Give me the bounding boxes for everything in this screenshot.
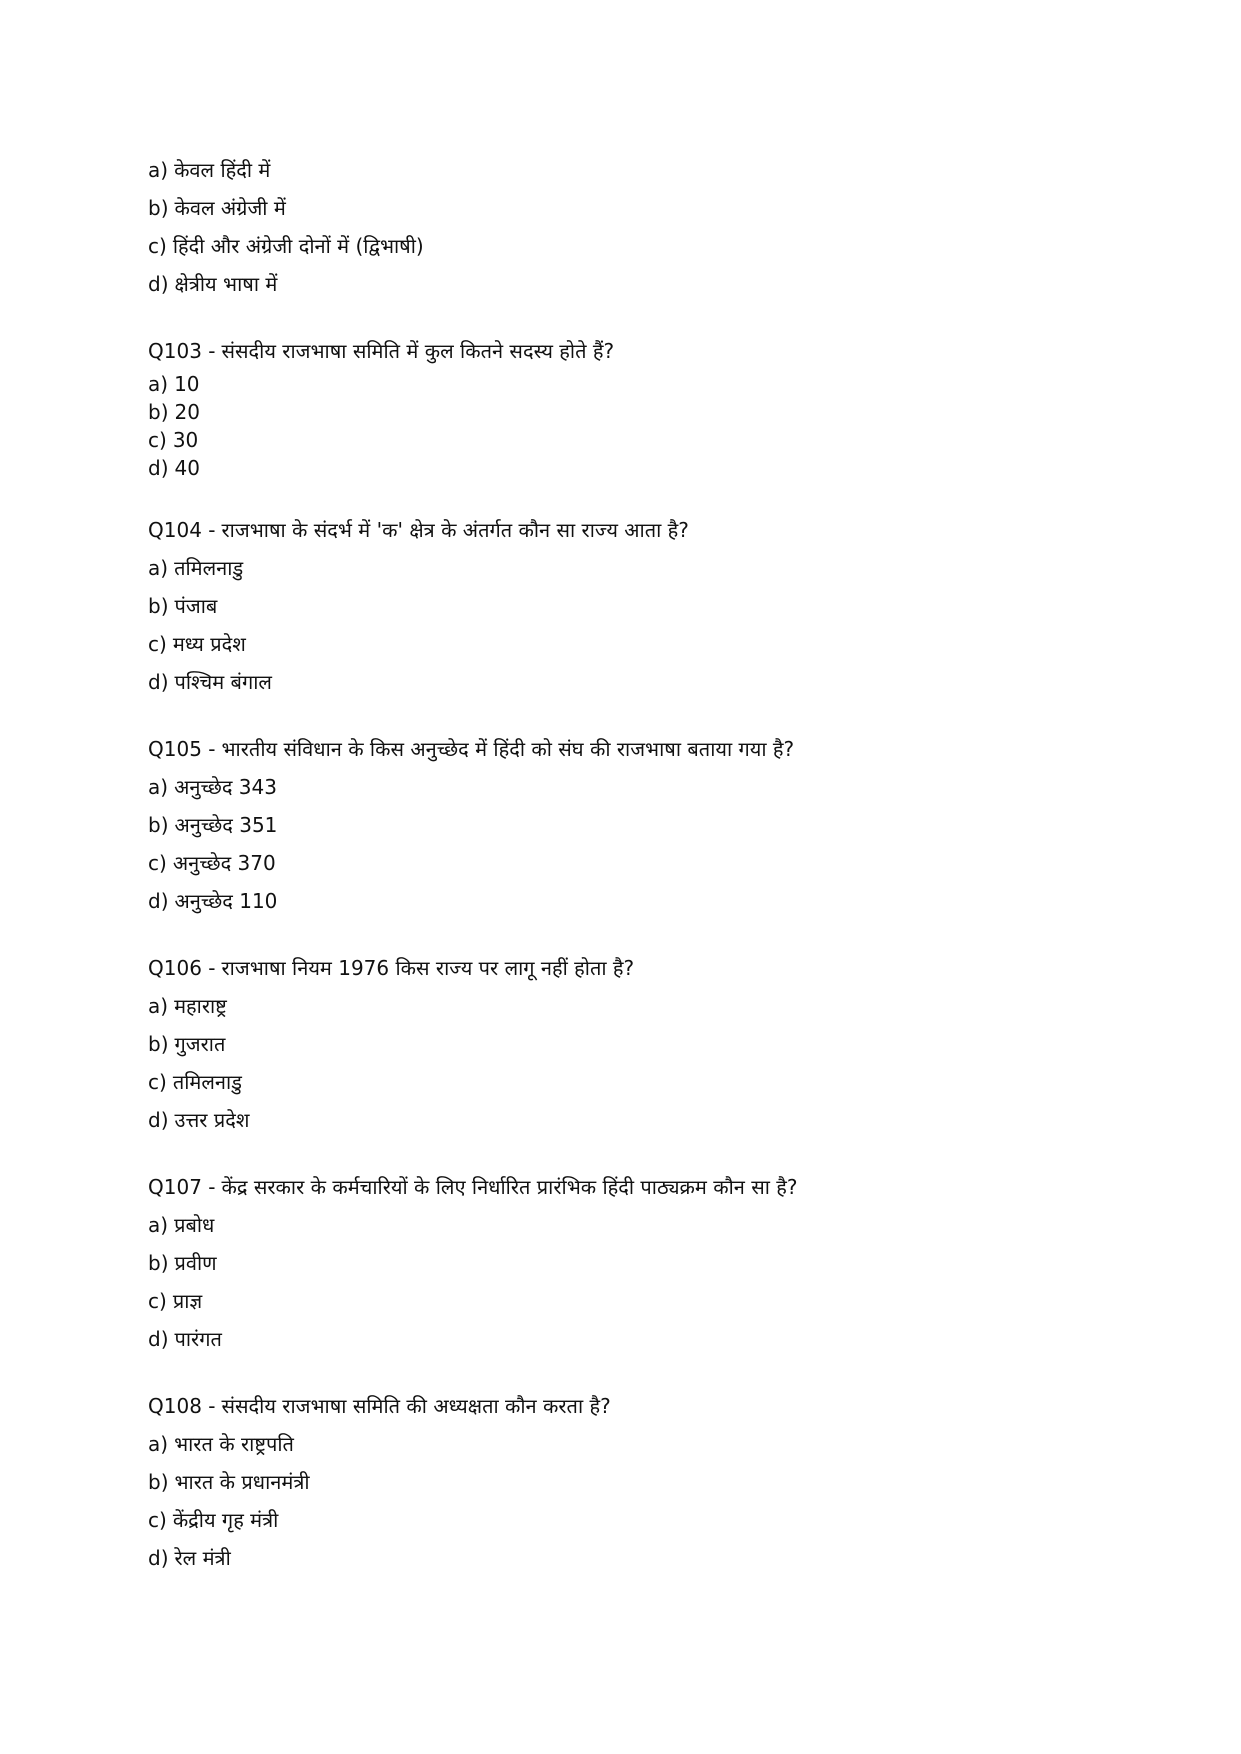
option-line <box>148 806 798 844</box>
option-line <box>148 663 798 701</box>
question-heading <box>148 1168 798 1206</box>
option-text: केंद्रीय गृह मंत्री <box>172 1508 279 1532</box>
question-block <box>148 949 798 1139</box>
option-line <box>148 227 798 265</box>
intro-options <box>148 151 798 303</box>
option-label: a) <box>148 994 169 1018</box>
option-line <box>148 768 798 806</box>
option-text: प्रबोध <box>174 1213 215 1237</box>
option-text: हिंदी और अंग्रेजी दोनों में (द्विभाषी) <box>172 234 424 258</box>
question-block <box>148 332 798 482</box>
option-text: तमिलनाडु <box>174 556 244 580</box>
option-line <box>148 1101 798 1139</box>
option-text: तमिलनाडु <box>172 1070 242 1094</box>
option-label: a) <box>148 158 169 182</box>
option-label: b) <box>148 594 169 618</box>
question-heading <box>148 949 798 987</box>
option-line <box>148 882 798 920</box>
option-label: d) <box>148 670 169 694</box>
option-text: 20 <box>174 400 200 424</box>
option-text: केवल हिंदी में <box>174 158 271 182</box>
option-label: d) <box>148 889 169 913</box>
option-label: d) <box>148 456 169 480</box>
question-text: राजभाषा के संदर्भ में 'क' क्षेत्र के अंतर्गत कौन सा राज्य आता है? <box>221 518 689 542</box>
question-heading <box>148 730 798 768</box>
question-heading <box>148 332 798 370</box>
option-text: अनुच्छेद 110 <box>174 889 278 913</box>
question-number: Q105 - <box>148 737 216 761</box>
option-line <box>148 189 798 227</box>
option-line <box>148 454 798 482</box>
question-number: Q107 - <box>148 1175 216 1199</box>
option-label: c) <box>148 428 167 452</box>
option-text: पंजाब <box>174 594 218 618</box>
option-line <box>148 844 798 882</box>
option-line <box>148 151 798 189</box>
option-text: पारंगत <box>174 1327 222 1351</box>
option-text: 10 <box>174 372 200 396</box>
option-line <box>148 1320 798 1358</box>
question-text: संसदीय राजभाषा समिति की अध्यक्षता कौन करता है? <box>221 1394 611 1418</box>
document-page <box>148 151 798 1577</box>
question-block <box>148 1168 798 1358</box>
option-text: प्रवीण <box>174 1251 217 1275</box>
option-label: c) <box>148 1508 167 1532</box>
question-text: भारतीय संविधान के किस अनुच्छेद में हिंदी को संघ की राजभाषा बताया गया है? <box>221 737 795 761</box>
question-block <box>148 511 798 701</box>
option-text: मध्य प्रदेश <box>172 632 246 656</box>
question-number: Q106 - <box>148 956 216 980</box>
option-line <box>148 398 798 426</box>
option-line <box>148 1501 798 1539</box>
option-line <box>148 370 798 398</box>
option-line <box>148 1425 798 1463</box>
option-label: a) <box>148 556 169 580</box>
option-label: d) <box>148 272 169 296</box>
option-line <box>148 1206 798 1244</box>
option-text: रेल मंत्री <box>174 1546 231 1570</box>
question-number: Q103 - <box>148 339 216 363</box>
option-text: अनुच्छेद 370 <box>172 851 276 875</box>
question-text: संसदीय राजभाषा समिति में कुल कितने सदस्य होते हैं? <box>221 339 615 363</box>
option-label: d) <box>148 1108 169 1132</box>
option-label: c) <box>148 851 167 875</box>
option-label: b) <box>148 1470 169 1494</box>
question-text: राजभाषा नियम 1976 किस राज्य पर लागू नहीं होता है? <box>221 956 635 980</box>
option-text: उत्तर प्रदेश <box>174 1108 250 1132</box>
option-text: क्षेत्रीय भाषा में <box>174 272 278 296</box>
option-line <box>148 1282 798 1320</box>
option-label: b) <box>148 196 169 220</box>
option-text: पश्चिम बंगाल <box>174 670 272 694</box>
question-number: Q104 - <box>148 518 216 542</box>
option-line <box>148 1063 798 1101</box>
option-line <box>148 426 798 454</box>
option-label: a) <box>148 372 169 396</box>
option-line <box>148 1539 798 1577</box>
question-text: केंद्र सरकार के कर्मचारियों के लिए निर्धारित प्रारंभिक हिंदी पाठ्यक्रम कौन सा है? <box>221 1175 798 1199</box>
option-label: b) <box>148 1251 169 1275</box>
question-block <box>148 730 798 920</box>
option-label: c) <box>148 1289 167 1313</box>
option-label: c) <box>148 234 167 258</box>
option-label: b) <box>148 1032 169 1056</box>
option-line <box>148 587 798 625</box>
option-text: 40 <box>174 456 200 480</box>
option-text: 30 <box>172 428 199 452</box>
option-line <box>148 1025 798 1063</box>
option-label: b) <box>148 813 169 837</box>
option-text: भारत के प्रधानमंत्री <box>174 1470 310 1494</box>
option-text: गुजरात <box>174 1032 226 1056</box>
option-label: a) <box>148 1213 169 1237</box>
option-text: महाराष्ट्र <box>174 994 227 1018</box>
option-line <box>148 987 798 1025</box>
option-text: अनुच्छेद 343 <box>174 775 277 799</box>
option-text: प्राज्ञ <box>172 1289 203 1313</box>
question-number: Q108 - <box>148 1394 216 1418</box>
question-block <box>148 1387 798 1577</box>
option-label: c) <box>148 1070 167 1094</box>
option-label: d) <box>148 1546 169 1570</box>
option-line <box>148 265 798 303</box>
option-label: c) <box>148 632 167 656</box>
option-line <box>148 1463 798 1501</box>
option-label: d) <box>148 1327 169 1351</box>
option-text: केवल अंग्रेजी में <box>174 196 286 220</box>
option-line <box>148 1244 798 1282</box>
option-label: b) <box>148 400 169 424</box>
question-heading <box>148 511 798 549</box>
option-label: a) <box>148 775 169 799</box>
option-label: a) <box>148 1432 169 1456</box>
option-line <box>148 549 798 587</box>
option-text: अनुच्छेद 351 <box>174 813 278 837</box>
option-line <box>148 625 798 663</box>
question-heading <box>148 1387 798 1425</box>
option-text: भारत के राष्ट्रपति <box>174 1432 294 1456</box>
